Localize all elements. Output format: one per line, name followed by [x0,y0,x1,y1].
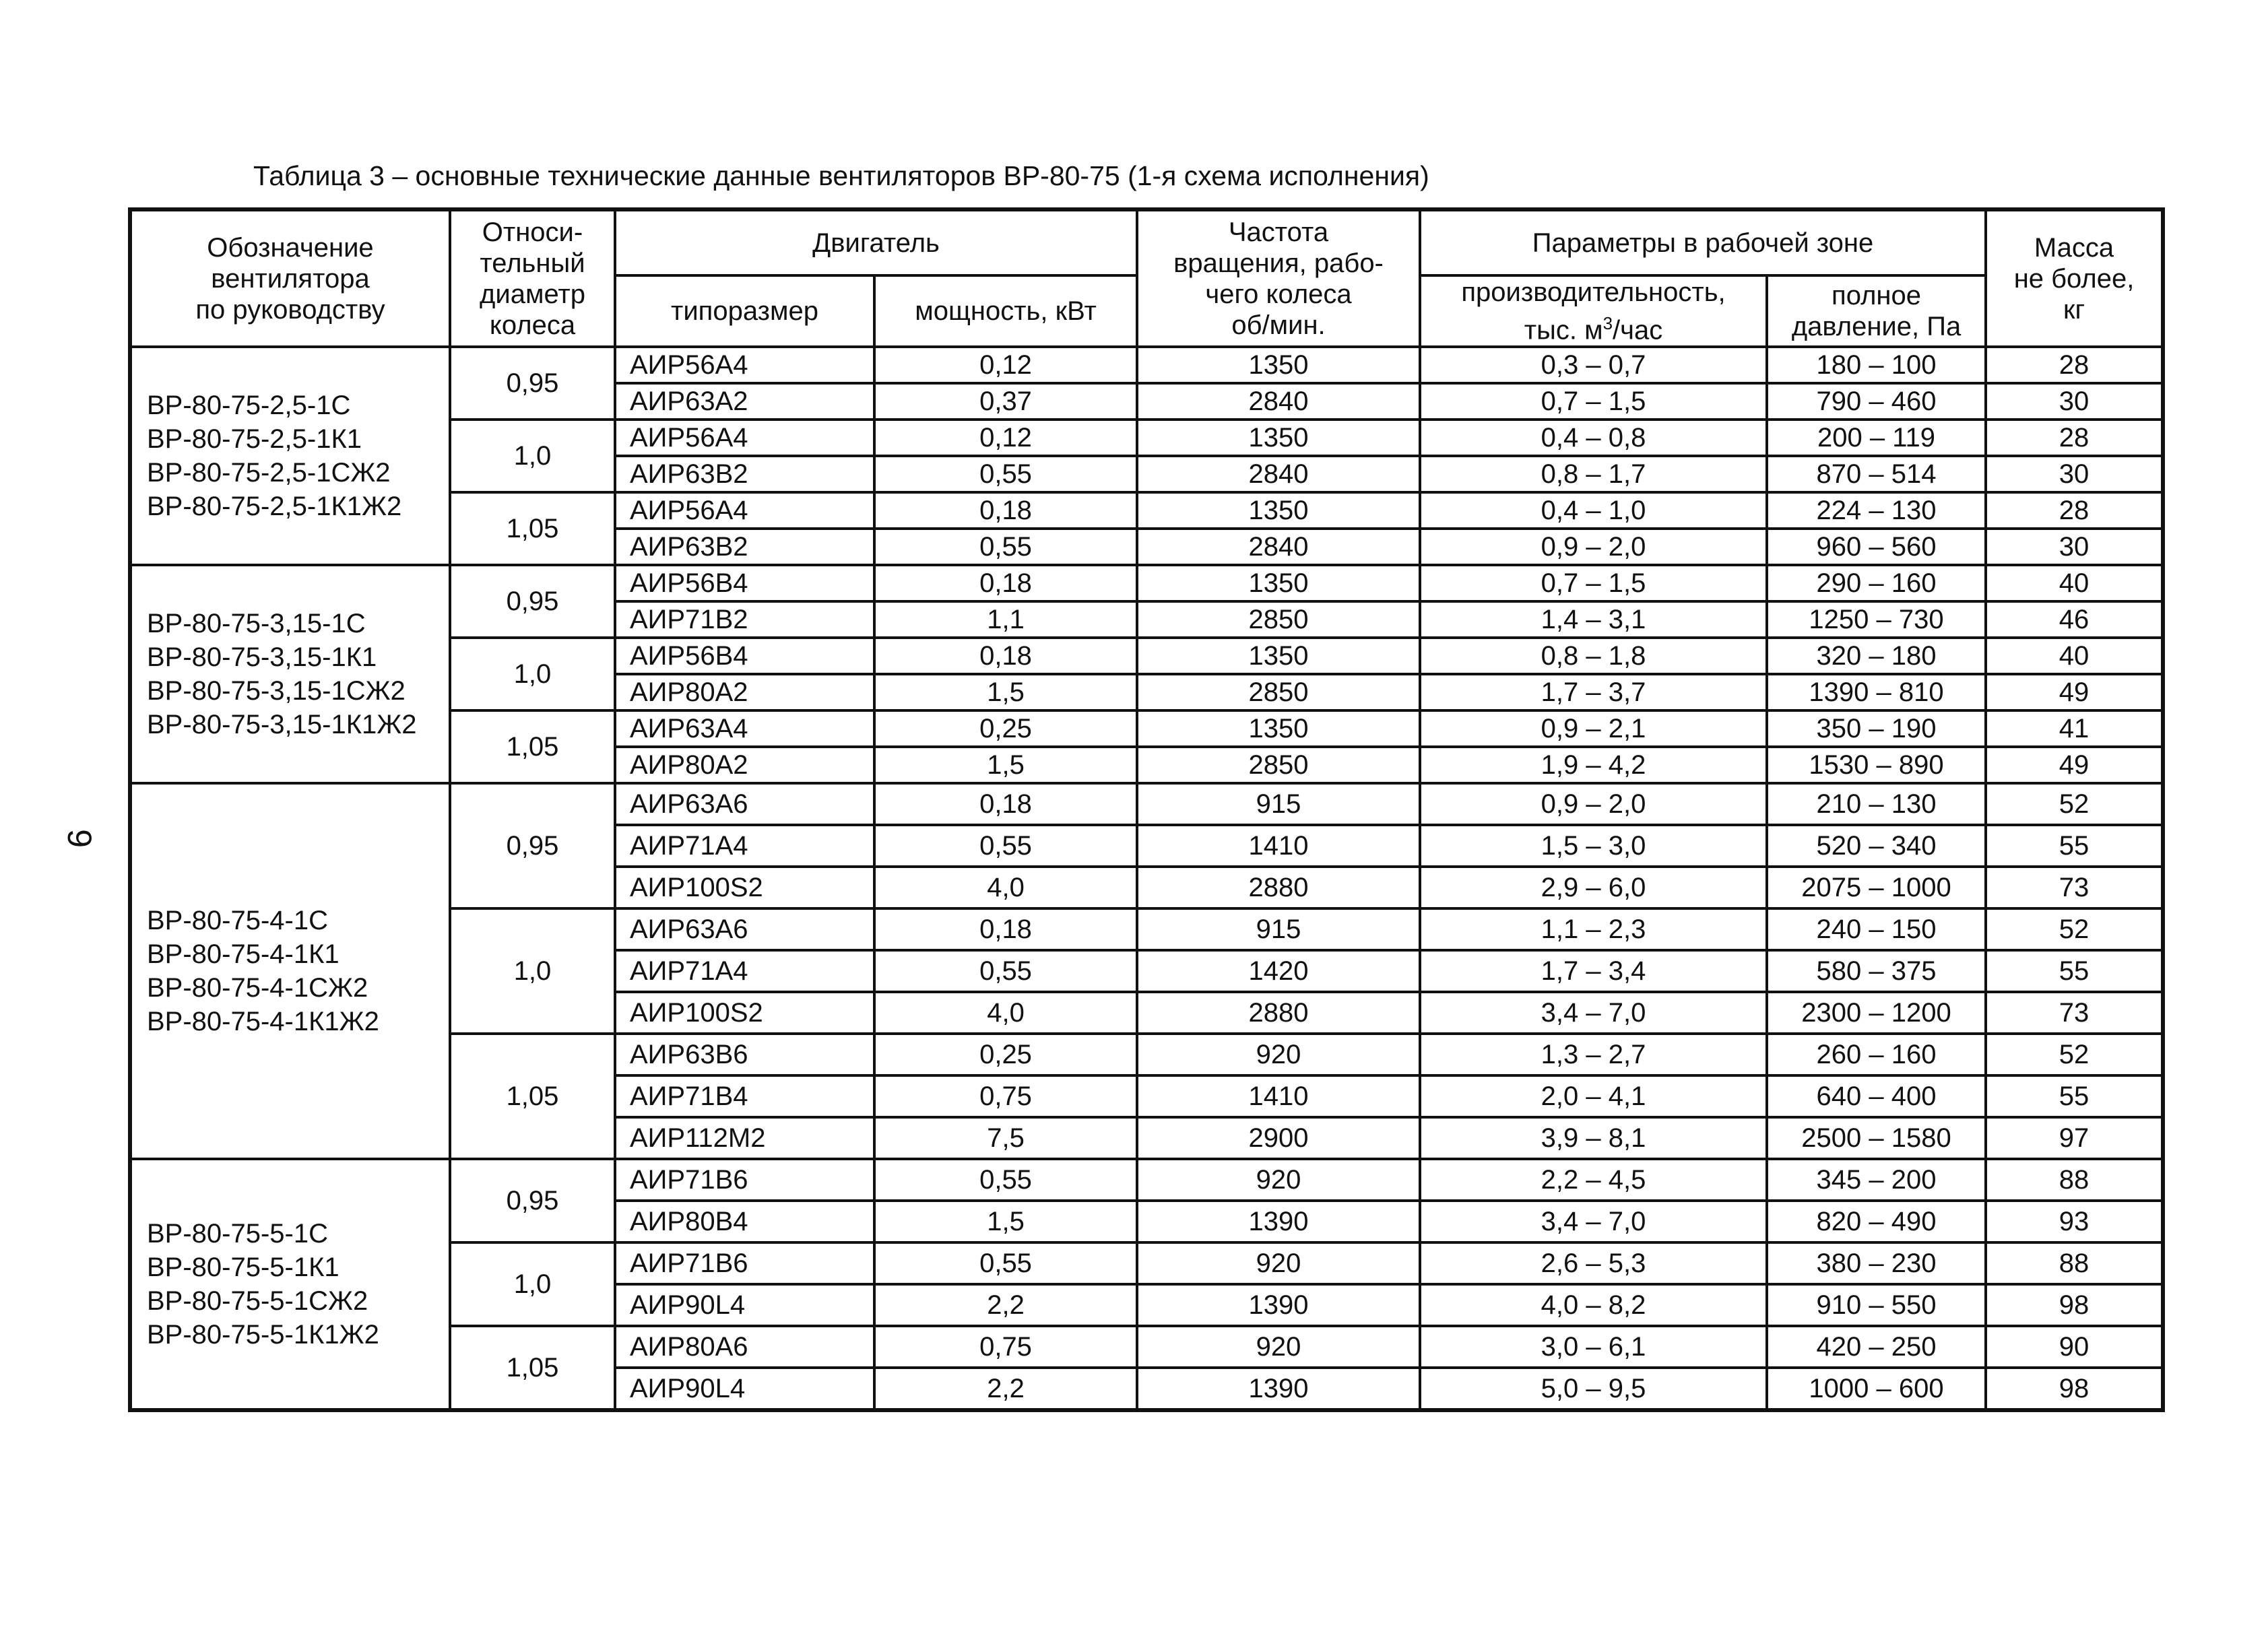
diameter-cell: 1,05 [450,492,615,565]
rotation-cell: 1390 [1137,1201,1420,1242]
capacity-cell: 1,7 – 3,4 [1420,950,1767,992]
diameter-cell: 1,0 [450,1242,615,1326]
mass-cell: 40 [1986,565,2163,601]
capacity-cell: 2,0 – 4,1 [1420,1075,1767,1117]
rotation-cell: 1350 [1137,638,1420,674]
mass-cell: 55 [1986,1075,2163,1117]
mass-cell: 55 [1986,825,2163,867]
table-row [130,565,2163,601]
motor-power-cell: 0,55 [874,1159,1137,1201]
mass-cell: 46 [1986,601,2163,638]
capacity-cell: 3,4 – 7,0 [1420,1201,1767,1242]
motor-power-cell: 2,2 [874,1368,1137,1410]
rotation-cell: 2850 [1137,601,1420,638]
mass-cell: 28 [1986,492,2163,529]
motor-type-cell: АИР80А2 [615,674,874,710]
mass-cell: 98 [1986,1368,2163,1410]
pressure-cell: 350 – 190 [1767,710,1986,747]
pressure-cell: 2500 – 1580 [1767,1117,1986,1159]
header-mass: Масса не более, кг [1986,209,2163,347]
rotation-cell: 915 [1137,783,1420,825]
motor-power-cell: 0,25 [874,1034,1137,1075]
mass-cell: 90 [1986,1326,2163,1368]
rotation-cell: 915 [1137,908,1420,950]
rotation-cell: 1410 [1137,825,1420,867]
fan-designation: ВР-80-75-2,5-1С [147,391,351,421]
motor-power-cell: 0,55 [874,456,1137,492]
capacity-cell: 3,4 – 7,0 [1420,992,1767,1034]
capacity-cell: 0,8 – 1,8 [1420,638,1767,674]
motor-power-cell: 0,75 [874,1326,1137,1368]
pressure-cell: 790 – 460 [1767,383,1986,420]
fan-designation: ВР-80-75-5-1К1 [147,1253,339,1283]
motor-power-cell: 0,55 [874,1242,1137,1284]
motor-type-cell: АИР71В6 [615,1159,874,1201]
motor-power-cell: 0,18 [874,638,1137,674]
rotation-cell: 1390 [1137,1284,1420,1326]
header-pressure: полное давление, Па [1767,275,1986,347]
motor-power-cell: 0,55 [874,825,1137,867]
rotation-cell: 2880 [1137,867,1420,908]
motor-power-cell: 0,18 [874,783,1137,825]
capacity-cell: 0,9 – 2,0 [1420,529,1767,565]
motor-power-cell: 0,25 [874,710,1137,747]
capacity-cell: 0,9 – 2,0 [1420,783,1767,825]
pressure-cell: 345 – 200 [1767,1159,1986,1201]
pressure-cell: 910 – 550 [1767,1284,1986,1326]
motor-type-cell: АИР71В2 [615,601,874,638]
capacity-cell: 5,0 – 9,5 [1420,1368,1767,1410]
rotation-cell: 2850 [1137,674,1420,710]
mass-cell: 28 [1986,347,2163,383]
motor-type-cell: АИР112М2 [615,1117,874,1159]
mass-cell: 98 [1986,1284,2163,1326]
capacity-cell: 0,7 – 1,5 [1420,383,1767,420]
diameter-cell: 1,0 [450,420,615,492]
mass-cell: 49 [1986,674,2163,710]
fan-designation: ВР-80-75-3,15-1С [147,609,366,639]
pressure-cell: 1000 – 600 [1767,1368,1986,1410]
fan-designation-cell [130,347,450,565]
header-diameter: Относи- тельный диаметр колеса [450,209,615,347]
capacity-cell: 2,9 – 6,0 [1420,867,1767,908]
motor-type-cell: АИР71А4 [615,825,874,867]
motor-type-cell: АИР63В6 [615,1034,874,1075]
fan-designation: ВР-80-75-4-1СЖ2 [147,973,368,1003]
motor-power-cell: 1,1 [874,601,1137,638]
motor-type-cell: АИР63В2 [615,456,874,492]
rotation-cell: 920 [1137,1159,1420,1201]
motor-type-cell: АИР63А6 [615,908,874,950]
motor-power-cell: 0,18 [874,908,1137,950]
capacity-cell: 3,0 – 6,1 [1420,1326,1767,1368]
diameter-cell: 1,0 [450,638,615,710]
motor-type-cell: АИР56В4 [615,565,874,601]
pressure-cell: 420 – 250 [1767,1326,1986,1368]
capacity-cell: 2,6 – 5,3 [1420,1242,1767,1284]
pressure-cell: 1250 – 730 [1767,601,1986,638]
mass-cell: 30 [1986,529,2163,565]
page-number: 9 [60,829,98,848]
mass-cell: 49 [1986,747,2163,783]
pressure-cell: 2300 – 1200 [1767,992,1986,1034]
motor-type-cell: АИР56В4 [615,638,874,674]
capacity-cell: 0,4 – 0,8 [1420,420,1767,456]
motor-power-cell: 0,75 [874,1075,1137,1117]
fan-specs-table [128,207,2165,1412]
fan-designation: ВР-80-75-4-1К1 [147,939,339,970]
mass-cell: 41 [1986,710,2163,747]
header-work-zone: Параметры в рабочей зоне [1420,209,1986,275]
motor-power-cell: 0,12 [874,420,1137,456]
mass-cell: 73 [1986,867,2163,908]
pressure-cell: 870 – 514 [1767,456,1986,492]
motor-power-cell: 1,5 [874,1201,1137,1242]
motor-power-cell: 0,18 [874,565,1137,601]
pressure-cell: 580 – 375 [1767,950,1986,992]
diameter-cell: 1,0 [450,908,615,1034]
diameter-cell: 1,05 [450,1326,615,1410]
motor-type-cell: АИР56А4 [615,492,874,529]
rotation-cell: 1390 [1137,1368,1420,1410]
rotation-cell: 2840 [1137,456,1420,492]
diameter-cell: 0,95 [450,347,615,420]
mass-cell: 52 [1986,908,2163,950]
motor-power-cell: 0,12 [874,347,1137,383]
header-designation: Обозначение вентилятора по руководству [130,209,450,347]
motor-type-cell: АИР56А4 [615,347,874,383]
rotation-cell: 920 [1137,1242,1420,1284]
pressure-cell: 224 – 130 [1767,492,1986,529]
pressure-cell: 180 – 100 [1767,347,1986,383]
motor-type-cell: АИР90L4 [615,1368,874,1410]
motor-power-cell: 2,2 [874,1284,1137,1326]
diameter-cell: 1,05 [450,710,615,783]
motor-type-cell: АИР56А4 [615,420,874,456]
motor-power-cell: 0,55 [874,950,1137,992]
motor-type-cell: АИР63А6 [615,783,874,825]
table-caption: Таблица 3 – основные технические данные вентиляторов ВР-80-75 (1-я схема исполнения) [253,160,1429,191]
motor-type-cell: АИР80А2 [615,747,874,783]
rotation-cell: 1350 [1137,710,1420,747]
rotation-cell: 1350 [1137,420,1420,456]
mass-cell: 28 [1986,420,2163,456]
rotation-cell: 2840 [1137,529,1420,565]
capacity-cell: 1,9 – 4,2 [1420,747,1767,783]
diameter-cell: 1,05 [450,1034,615,1159]
header-engine: Двигатель [615,209,1137,275]
mass-cell: 93 [1986,1201,2163,1242]
capacity-cell: 2,2 – 4,5 [1420,1159,1767,1201]
table-row [130,783,2163,825]
diameter-cell: 0,95 [450,783,615,908]
rotation-cell: 2880 [1137,992,1420,1034]
pressure-cell: 240 – 150 [1767,908,1986,950]
fan-designation-cell [130,565,450,783]
fan-designation: ВР-80-75-3,15-1К1Ж2 [147,710,417,740]
capacity-cell: 0,9 – 2,1 [1420,710,1767,747]
rotation-cell: 1420 [1137,950,1420,992]
capacity-cell: 3,9 – 8,1 [1420,1117,1767,1159]
rotation-cell: 1410 [1137,1075,1420,1117]
motor-type-cell: АИР71В4 [615,1075,874,1117]
motor-power-cell: 1,5 [874,674,1137,710]
rotation-cell: 2900 [1137,1117,1420,1159]
fan-designation: ВР-80-75-2,5-1К1Ж2 [147,492,402,522]
capacity-cell: 1,1 – 2,3 [1420,908,1767,950]
pressure-cell: 200 – 119 [1767,420,1986,456]
rotation-cell: 920 [1137,1034,1420,1075]
mass-cell: 52 [1986,783,2163,825]
mass-cell: 97 [1986,1117,2163,1159]
pressure-cell: 380 – 230 [1767,1242,1986,1284]
motor-power-cell: 1,5 [874,747,1137,783]
motor-type-cell: АИР90L4 [615,1284,874,1326]
motor-type-cell: АИР100S2 [615,867,874,908]
rotation-cell: 2850 [1137,747,1420,783]
header-capacity: производительность, тыс. $м^3$/час [1420,275,1767,347]
motor-type-cell: АИР71А4 [615,950,874,992]
header-rotation: Частота вращения, рабо- чего колеса об/мин. [1137,209,1420,347]
fan-designation: ВР-80-75-4-1С [147,906,329,936]
table-body [130,347,2163,1410]
pressure-cell: 320 – 180 [1767,638,1986,674]
rotation-cell: 920 [1137,1326,1420,1368]
mass-cell: 55 [1986,950,2163,992]
pressure-cell: 1530 – 890 [1767,747,1986,783]
pressure-cell: 640 – 400 [1767,1075,1986,1117]
pressure-cell: 2075 – 1000 [1767,867,1986,908]
capacity-cell: 1,5 – 3,0 [1420,825,1767,867]
fan-designation: ВР-80-75-4-1К1Ж2 [147,1007,379,1037]
pressure-cell: 520 – 340 [1767,825,1986,867]
capacity-cell: 1,3 – 2,7 [1420,1034,1767,1075]
pressure-cell: 210 – 130 [1767,783,1986,825]
rotation-cell: 2840 [1137,383,1420,420]
mass-cell: 88 [1986,1159,2163,1201]
capacity-cell: 4,0 – 8,2 [1420,1284,1767,1326]
motor-type-cell: АИР63А2 [615,383,874,420]
table-row [130,347,2163,383]
header-engine-power: мощность, кВт [874,275,1137,347]
motor-type-cell: АИР71В6 [615,1242,874,1284]
pressure-cell: 260 – 160 [1767,1034,1986,1075]
pressure-cell: 290 – 160 [1767,565,1986,601]
motor-type-cell: АИР63В2 [615,529,874,565]
motor-type-cell: АИР80А6 [615,1326,874,1368]
mass-cell: 30 [1986,456,2163,492]
diameter-cell: 0,95 [450,565,615,638]
motor-power-cell: 4,0 [874,867,1137,908]
motor-type-cell: АИР100S2 [615,992,874,1034]
rotation-cell: 1350 [1137,565,1420,601]
capacity-cell: 1,7 – 3,7 [1420,674,1767,710]
fan-designation: ВР-80-75-3,15-1СЖ2 [147,676,406,706]
pressure-cell: 820 – 490 [1767,1201,1986,1242]
mass-cell: 73 [1986,992,2163,1034]
mass-cell: 52 [1986,1034,2163,1075]
fan-designation-cell [130,1159,450,1410]
capacity-cell: 1,4 – 3,1 [1420,601,1767,638]
pressure-cell: 960 – 560 [1767,529,1986,565]
motor-power-cell: 0,37 [874,383,1137,420]
rotation-cell: 1350 [1137,347,1420,383]
mass-cell: 30 [1986,383,2163,420]
motor-type-cell: АИР80В4 [615,1201,874,1242]
fan-designation: ВР-80-75-5-1СЖ2 [147,1286,368,1317]
diameter-cell: 0,95 [450,1159,615,1242]
table-row [130,1159,2163,1201]
motor-power-cell: 4,0 [874,992,1137,1034]
mass-cell: 88 [1986,1242,2163,1284]
motor-power-cell: 0,55 [874,529,1137,565]
pressure-cell: 1390 – 810 [1767,674,1986,710]
fan-designation: ВР-80-75-2,5-1К1 [147,424,362,455]
fan-designation: ВР-80-75-2,5-1СЖ2 [147,458,391,488]
capacity-cell: 0,4 – 1,0 [1420,492,1767,529]
fan-designation: ВР-80-75-5-1К1Ж2 [147,1320,379,1350]
capacity-cell: 0,3 – 0,7 [1420,347,1767,383]
fan-designation: ВР-80-75-5-1С [147,1219,329,1249]
fan-designation: ВР-80-75-3,15-1К1 [147,642,377,673]
header-engine-type: типоразмер [615,275,874,347]
mass-cell: 40 [1986,638,2163,674]
capacity-cell: 0,8 – 1,7 [1420,456,1767,492]
capacity-cell: 0,7 – 1,5 [1420,565,1767,601]
motor-power-cell: 7,5 [874,1117,1137,1159]
fan-designation-cell [130,783,450,1159]
motor-power-cell: 0,18 [874,492,1137,529]
motor-type-cell: АИР63А4 [615,710,874,747]
rotation-cell: 1350 [1137,492,1420,529]
